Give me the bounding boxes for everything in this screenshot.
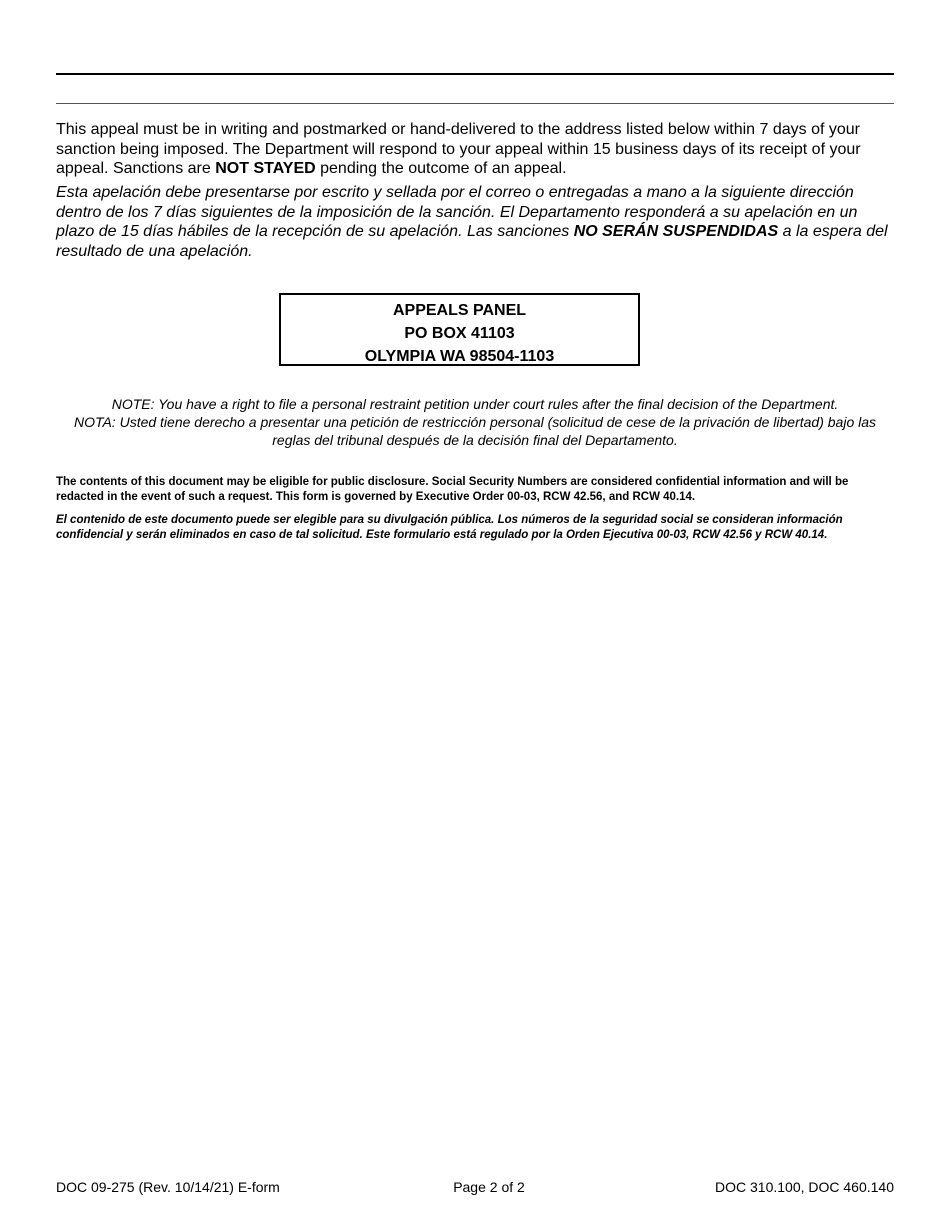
appeal-en-text-end: pending the outcome of an appeal.	[315, 160, 567, 177]
disclosure-en: The contents of this document may be eligible for public disclosure. Social Security Numbers are considered confidential information and will be redacted in the event of such a request. This form is governed by Executive Order 00-03, RCW 42.56, and RCW 40.14.	[56, 476, 849, 503]
appeal-es-text-end: a la espera del resultado de una apelación.	[56, 223, 888, 260]
address-line-3: OLYMPIA WA 98504-1103	[364, 348, 555, 365]
footer-page-number: Page 2 of 2	[453, 1179, 525, 1195]
appeals-address-box	[279, 293, 640, 366]
footer-policy-refs: DOC 310.100, DOC 460.140	[715, 1179, 894, 1195]
appeal-es-text: Esta apelación debe presentarse por escrito y sellada por el correo o entregadas a mano a la siguiente dirección dentro de los 7 días siguientes de la imposición de la sanción. El Departamento responderá a su apelación en un plazo de 15 días hábiles de la recepción de su apelación. Las sanciones	[56, 184, 858, 240]
footer-form-id: DOC 09-275 (Rev. 10/14/21) E-form	[56, 1179, 280, 1195]
appeal-en-emphasis: NOT STAYED	[215, 160, 316, 177]
note-es: NOTA: Usted tiene derecho a presentar una petición de restricción personal (solicitud de cese de la privación de libertad) bajo las reglas del tribunal después de la decisión final del Departamento.	[73, 414, 877, 448]
appeal-es-emphasis: NO SERÁN SUSPENDIDAS	[573, 223, 779, 240]
note-en: NOTE: You have a right to file a personal restraint petition under court rules after the final decision of the Department.	[111, 396, 839, 412]
restraint-petition-note	[56, 395, 894, 449]
second-divider	[56, 103, 894, 104]
appeal-instructions-es	[56, 183, 894, 261]
address-line-1: APPEALS PANEL	[392, 302, 527, 319]
address-line-2: PO BOX 41103	[404, 325, 515, 342]
appeal-instructions-en	[56, 120, 894, 179]
disclosure-es: El contenido de este documento puede ser elegible para su divulgación pública. Los números de la seguridad social se consideran información confidencial y serán eliminados en caso de tal solicitud. Este formulario está regulado por la Orden Ejecutiva 00-03, RCW 42.56 y RCW 40.14.	[56, 514, 843, 541]
top-divider	[56, 73, 894, 75]
appeal-en-text: This appeal must be in writing and postmarked or hand-delivered to the address listed below within 7 days of your sanction being imposed. The Department will respond to your appeal within 15 business days of its receipt of your appeal. Sanctions are	[56, 121, 861, 177]
